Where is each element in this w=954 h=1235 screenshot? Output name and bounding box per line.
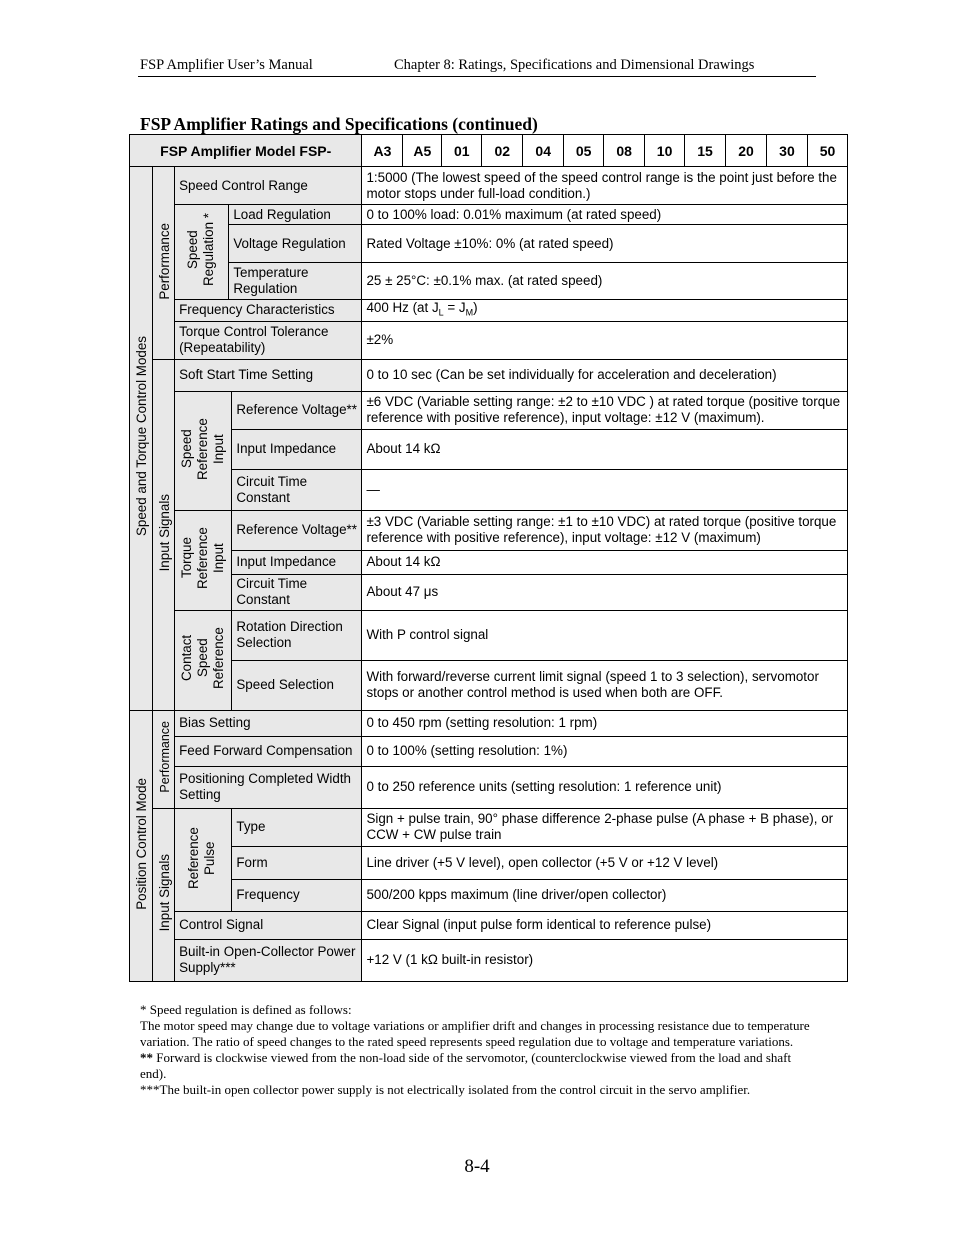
row-value: — [362,469,848,510]
header-manual-title: FSP Amplifier User’s Manual [140,57,313,73]
row-label: Reference Voltage** [232,391,362,429]
row-label: Feed Forward Compensation [175,736,362,766]
spec-row [130,710,848,736]
model-column: 15 [685,135,726,167]
row-label: Soft Start Time Setting [175,359,362,391]
spec-row [130,610,848,660]
spec-row [130,205,848,225]
page-title: FSP Amplifier Ratings and Specifications (continued) [140,114,538,134]
model-column: A3 [362,135,403,167]
row-value: 1:5000 (The lowest speed of the speed control range is the point just before the motor stops under full-load condition.) [362,167,848,205]
footnote-body: The motor speed may change due to voltage variations or amplifier drift and changes in processing resistance due to temperature variation. The ratio of speed changes to the rated speed represents speed regulation due to voltage and temperature variations. [140,1018,810,1049]
group-torque-reference-input: Torque Reference Input [175,510,232,610]
spec-row [130,766,848,808]
model-column: 04 [523,135,564,167]
row-label: Temperature Regulation [229,263,362,300]
row-value: ±3 VDC (Variable setting range: ±1 to ±10 VDC) at rated torque (positive torque reference with positive reference), input voltage: ±12 V (maximum) [362,510,848,550]
row-value: About 14 kΩ [362,550,848,574]
row-label: Speed Selection [232,660,362,710]
spec-row [130,510,848,550]
spec-row [130,939,848,981]
row-value: 0 to 100% load: 0.01% maximum (at rated speed) [362,205,848,225]
row-value: About 47 μs [362,574,848,610]
row-label: Control Signal [175,911,362,939]
model-column: 10 [645,135,685,167]
spec-row [130,550,848,574]
group-speed-reference-input: Speed Reference Input [175,391,232,510]
model-column: 50 [807,135,847,167]
model-column: 01 [442,135,482,167]
group-performance: Performance [152,167,175,360]
page-number: 8-4 [464,1156,490,1177]
spec-row [130,911,848,939]
model-header-label: FSP Amplifier Model FSP- [130,135,362,167]
spec-row [130,321,848,359]
header-chapter-title: Chapter 8: Ratings, Specifications and Dimensional Drawings [394,57,755,73]
row-label: Frequency Characteristics [175,300,362,322]
footnote-power-supply: ***The built-in open collector power supply is not electrically isolated from the control circuit in the servo amplifier. [140,1082,751,1097]
footnotes [140,1002,820,1098]
spec-row [130,359,848,391]
row-value: 0 to 450 rpm (setting resolution: 1 rpm) [362,710,848,736]
row-label: Speed Control Range [175,167,362,205]
spec-row [130,429,848,469]
footnote-forward [140,1050,820,1082]
row-value: Clear Signal (input pulse form identical to reference pulse) [362,911,848,939]
spec-row [130,391,848,429]
row-value: Rated Voltage ±10%: 0% (at rated speed) [362,225,848,263]
model-header-row [130,135,848,167]
row-value: Sign + pulse train, 90° phase difference 2-phase pulse (A phase + B phase), or CCW + CW pulse train [362,808,848,846]
group-speed-torque: Speed and Torque Control Modes [130,167,153,711]
row-value: 400 Hz (at $J_L = J_M$) [362,300,848,322]
row-label: Torque Control Tolerance (Repeatability) [175,321,362,359]
spec-row [130,300,848,322]
row-label: Circuit Time Constant [232,469,362,510]
row-value: About 14 kΩ [362,429,848,469]
spec-row [130,736,848,766]
spec-row [130,167,848,205]
spec-row [130,574,848,610]
model-column: 30 [766,135,807,167]
row-label: Reference Voltage** [232,510,362,550]
spec-row [130,879,848,911]
model-column: 20 [726,135,767,167]
spec-row [130,808,848,846]
spec-row [130,469,848,510]
spec-table [129,134,848,982]
row-label: Frequency [232,879,362,911]
row-label: Bias Setting [175,710,362,736]
spec-row [130,660,848,710]
row-value: With P control signal [362,610,848,660]
row-label: Built-in Open-Collector Power Supply*** [175,939,362,981]
group-position-control-mode: Position Control Mode [130,710,153,981]
row-label: Form [232,846,362,879]
group-contact-speed-reference: Contact Speed Reference [175,610,232,710]
group-reference-pulse: Reference Pulse [175,808,232,911]
footnote-mark: ** [140,1050,153,1065]
row-value: ±6 VDC (Variable setting range: ±2 to ±10 VDC ) at rated torque (positive torque reference with positive reference), input voltage: ±12 V (maximum). [362,391,848,429]
group-position-input-signals: Input Signals [152,808,175,981]
spec-row [130,263,848,300]
row-label: Rotation Direction Selection [232,610,362,660]
row-value: With forward/reverse current limit signal (speed 1 to 3 selection), servomotor stops or another control method is used when both are OFF. [362,660,848,710]
row-label: Input Impedance [232,429,362,469]
row-value: ±2% [362,321,848,359]
row-value: +12 V (1 kΩ built-in resistor) [362,939,848,981]
row-label: Type [232,808,362,846]
row-value: 25 ± 25°C: ±0.1% max. (at rated speed) [362,263,848,300]
row-value: 0 to 10 sec (Can be set individually for acceleration and deceleration) [362,359,848,391]
row-value: 0 to 100% (setting resolution: 1%) [362,736,848,766]
row-label: Voltage Regulation [229,225,362,263]
model-column: A5 [403,135,442,167]
row-label: Positioning Completed Width Setting [175,766,362,808]
footnote-body: Forward is clockwise viewed from the non-load side of the servomotor, (counterclockwise viewed from the load and shaft end). [140,1050,792,1081]
spec-row [130,225,848,263]
row-value: 500/200 kpps maximum (line driver/open collector) [362,879,848,911]
group-speed-regulation: Speed Regulation * [175,205,229,300]
row-label: Load Regulation [229,205,362,225]
model-column: 05 [564,135,604,167]
model-column: 02 [482,135,523,167]
group-position-performance: Performance [152,710,175,808]
row-label: Circuit Time Constant [232,574,362,610]
footnote-title: * Speed regulation is defined as follows: [140,1002,352,1017]
row-value: Line driver (+5 V level), open collector (+5 V or +12 V level) [362,846,848,879]
row-label: Input Impedance [232,550,362,574]
model-column: 08 [604,135,645,167]
header-rule [138,76,816,77]
group-input-signals: Input Signals [152,359,175,710]
spec-row [130,846,848,879]
row-value: 0 to 250 reference units (setting resolution: 1 reference unit) [362,766,848,808]
